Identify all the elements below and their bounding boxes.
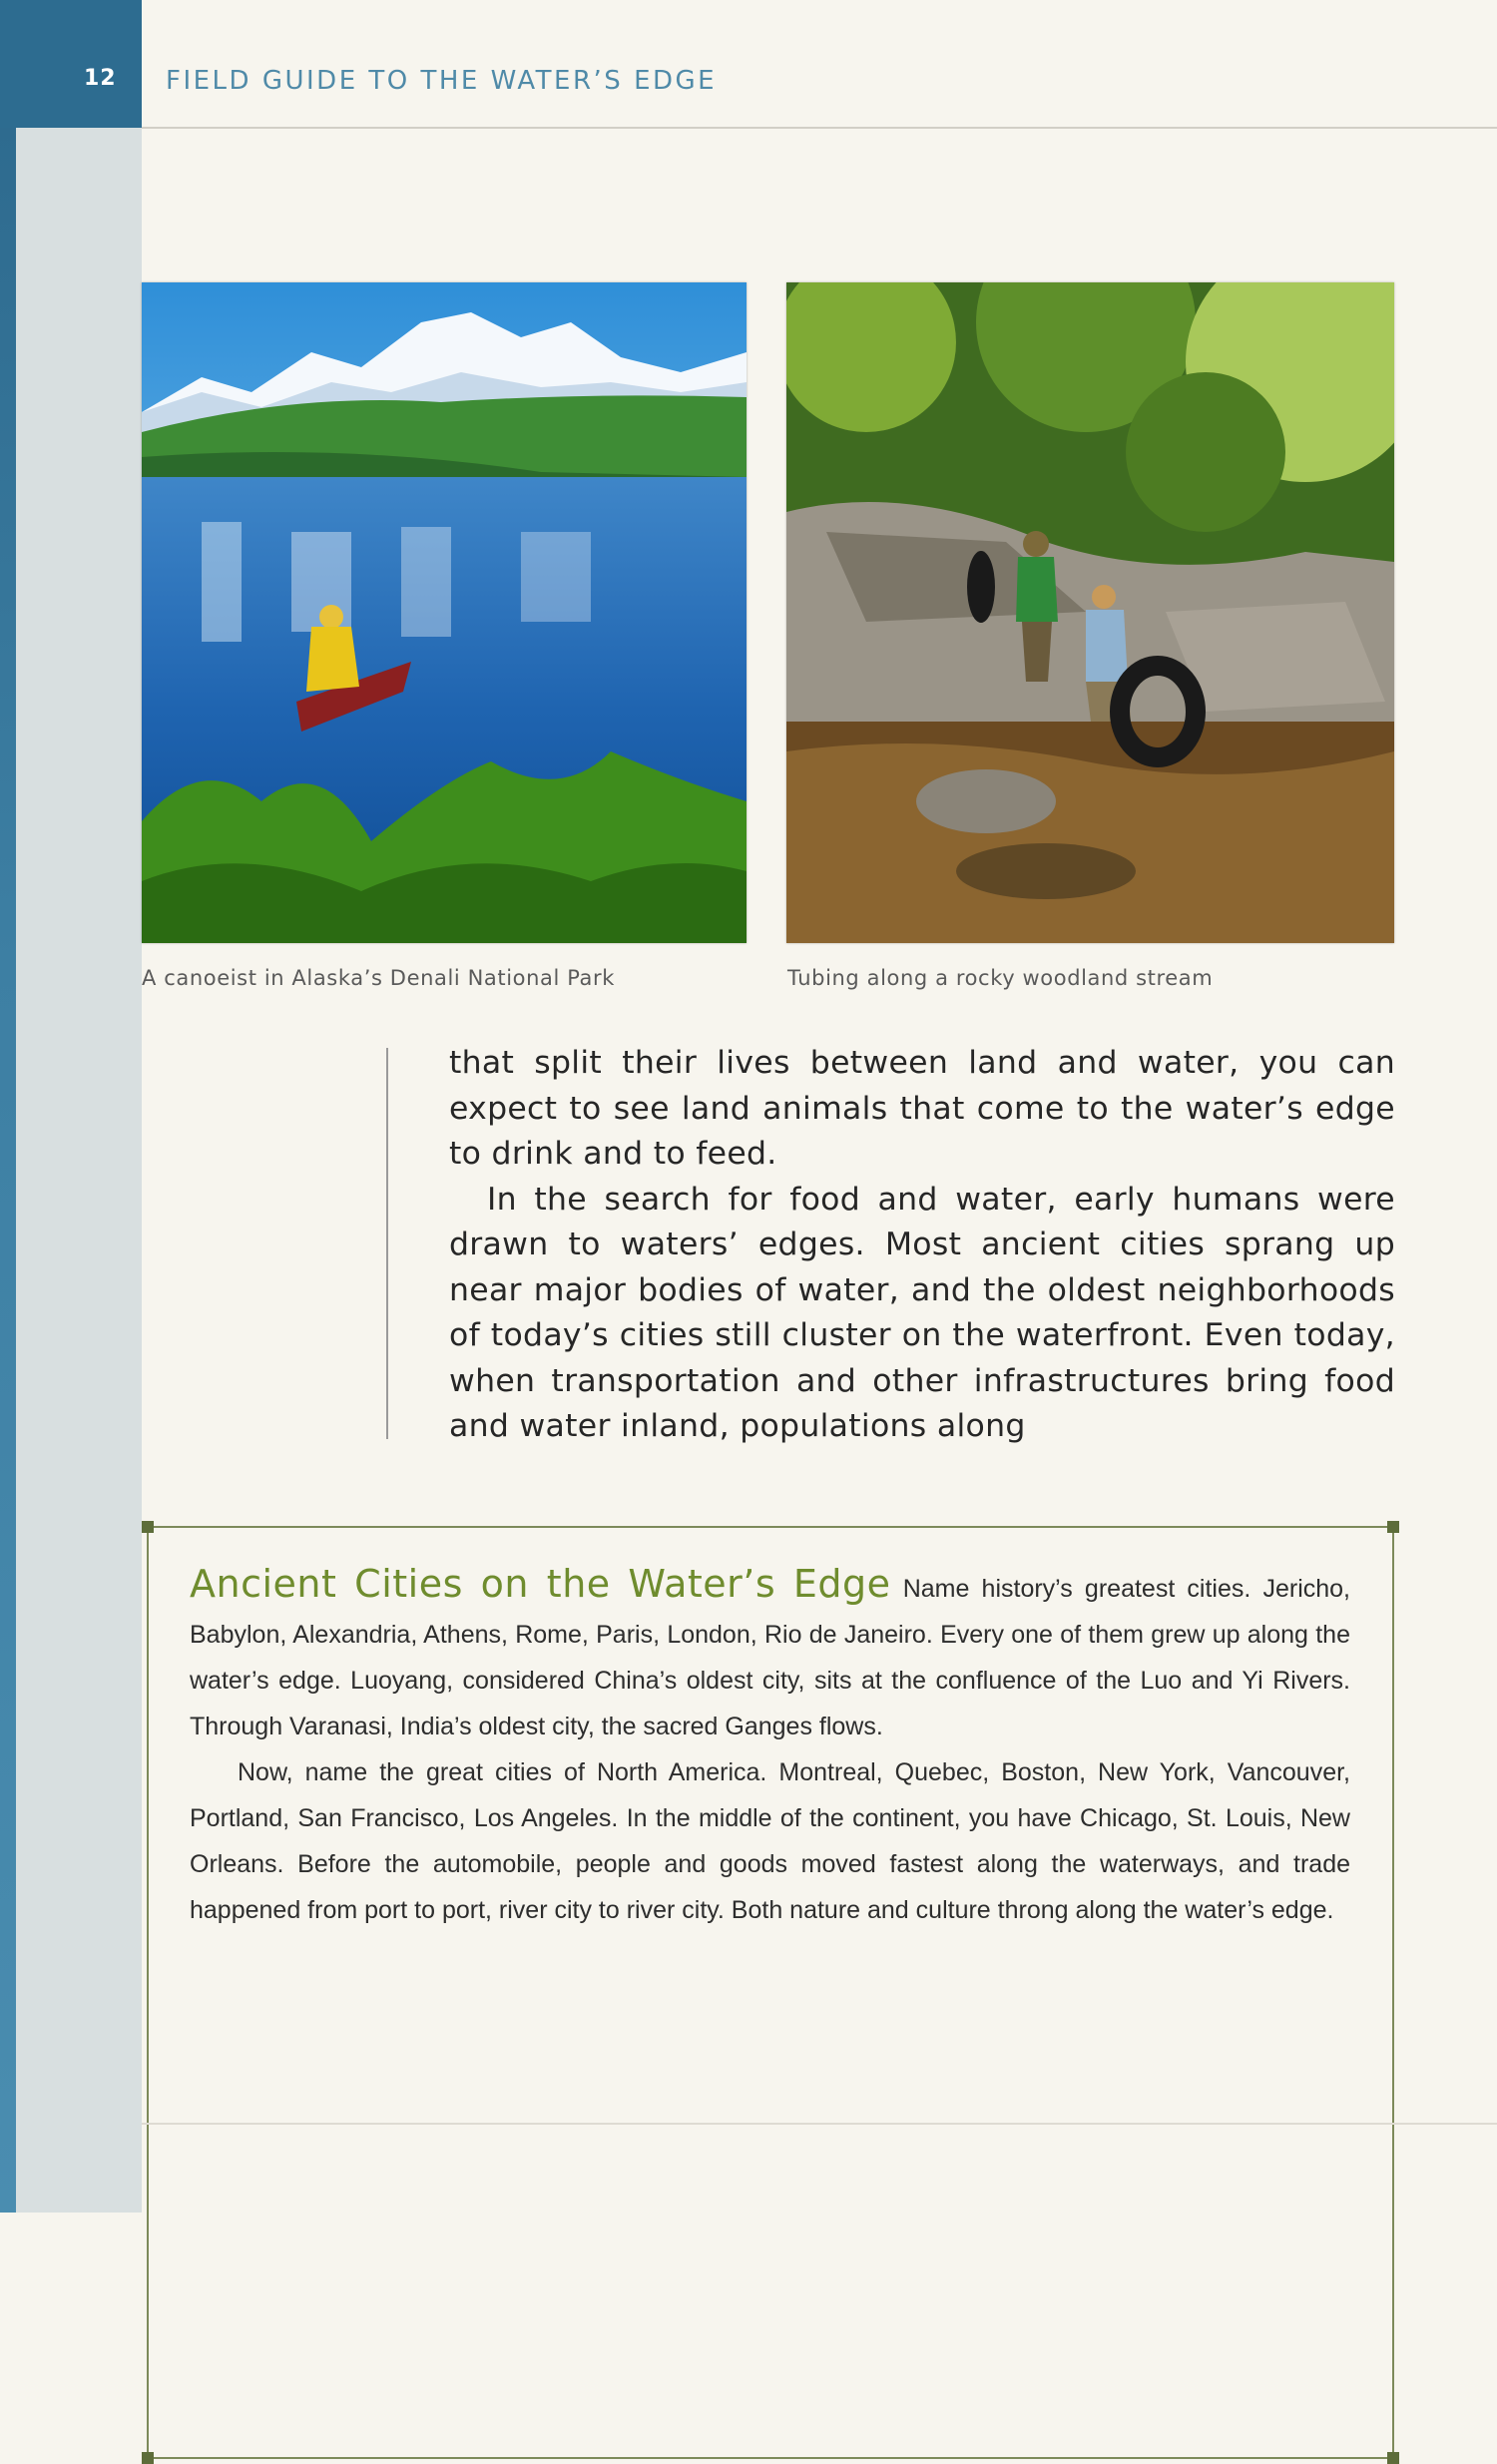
body-paragraph-1: that split their lives between land and water, you can expect to see land animals that come to the water’s edge to drink and to feed. — [449, 1045, 1395, 1172]
corner-mark-tr — [1387, 1521, 1399, 1533]
body-text — [449, 1041, 1395, 1450]
sidebar-paragraph-1 — [190, 1561, 1350, 1749]
running-head: FIELD GUIDE TO THE WATER’S EDGE — [166, 66, 718, 96]
page-number: 12 — [84, 66, 117, 91]
photo-tubing-image — [786, 282, 1394, 943]
side-color-strip — [0, 128, 16, 2213]
sidebar-lead-text: Name history’s greatest cities. Jericho, Babylon, Alexandria, Athens, Rome, Paris, London, Rio de Janeiro. Every one of them grew up along the water’s edge. Luoyang, considered China’s oldest city, sits at the confluence of the Luo and Yi Rivers. Through Varanasi, India’s oldest city, the sacred Ganges flows. — [190, 1575, 1351, 1740]
sidebar-content — [190, 1561, 1350, 1933]
header-rule — [142, 127, 1497, 129]
footer-rule — [142, 2123, 1497, 2125]
sidebar-paragraph-2: Now, name the great cities of North America. Montreal, Quebec, Boston, New York, Vancouver, Portland, San Francisco, Los Angeles. In the middle of the continent, you have Chicago, St. Louis, New Orleans. Before the automobile, people and goods moved fastest along the waterways, and trade happened from port to port, river city to river city. Both nature and culture throng along the water’s edge. — [190, 1758, 1350, 1924]
photo-caption-1: A canoeist in Alaska’s Denali National Park — [142, 966, 615, 990]
photo-tubing — [786, 282, 1394, 943]
photo-caption-2: Tubing along a rocky woodland stream — [787, 966, 1214, 990]
photo-canoeist-image — [142, 282, 747, 943]
corner-mark-br — [1387, 2452, 1399, 2464]
page-margin-tab — [0, 0, 142, 2213]
margin-rule — [386, 1048, 388, 1439]
corner-mark-bl — [142, 2452, 154, 2464]
body-paragraph-2: In the search for food and water, early humans were drawn to waters’ edges. Most ancient cities sprang up near major bodies of water, and the oldest neighborhoods of today’s cities still cluster on the waterfront. Even today, when transportation and other infrastructures bring food and water inland, populations along — [449, 1181, 1395, 1444]
page-number-box — [0, 0, 142, 128]
photo-canoeist — [142, 282, 747, 943]
sidebar-title: Ancient Cities on the Water’s Edge — [190, 1562, 891, 1606]
corner-mark-tl — [142, 1521, 154, 1533]
